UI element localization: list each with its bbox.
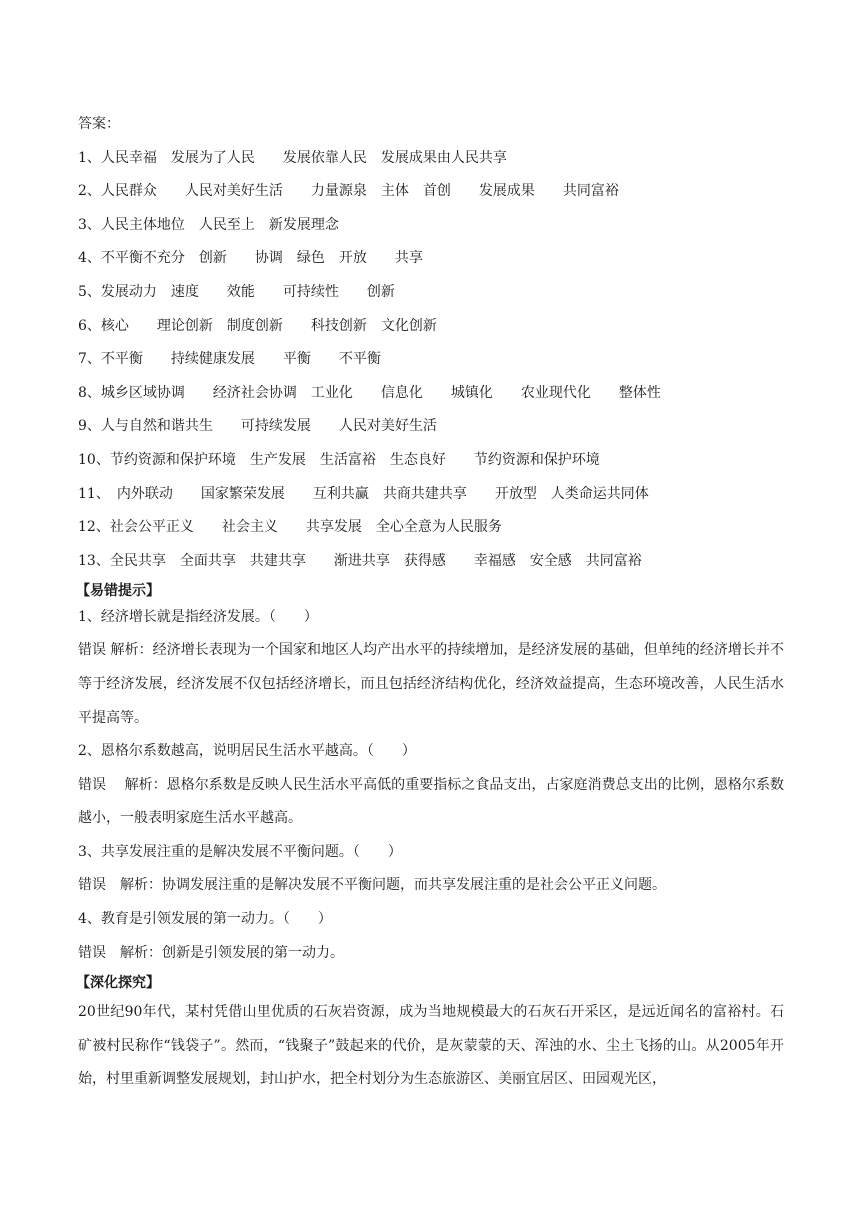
answer-item: 5、发展动力 速度 效能 可持续性 创新 (78, 283, 395, 300)
answer-item: 6、核心 理论创新 制度创新 科技创新 文化创新 (78, 317, 437, 334)
mistake-question: 3、共享发展注重的是解决发展不平衡问题。（ ） (78, 843, 402, 860)
answer-list (78, 142, 784, 579)
answer-item: 11、 内外联动 国家繁荣发展 互利共赢 共商共建共享 开放型 人类命运共同体 (78, 485, 649, 502)
answers-heading: 答案： (78, 116, 120, 132)
explore-heading: 【深化探究】 (76, 975, 160, 992)
answer-item: 2、人民群众 人民对美好生活 力量源泉 主体 首创 发展成果 共同富裕 (78, 183, 619, 200)
answer-item: 4、不平衡不充分 创新 协调 绿色 开放 共享 (78, 250, 423, 267)
explore-text: 20世纪90年代，某村凭借山里优质的石灰岩资源，成为当地规模最大的石灰石开采区，是远近闻名的富裕村。石矿被村民称作“钱袋子”。然而，“钱聚子”鼓起来的代价，是灰蒙蒙的天、浑浊的水、尘土飞扬的山。从2005年开始，村里重新调整发展规划，封山护水，把全村划分为生态旅游区、美丽宜居区、田园观光区， (78, 1004, 784, 1088)
answer-item: 13、全民共享 全面共享 共建共享 渐进共享 获得感 幸福感 安全感 共同富裕 (78, 552, 642, 569)
answer-item: 3、人民主体地位 人民至上 新发展理念 (78, 216, 339, 233)
mistake-list (78, 604, 784, 970)
answer-item: 1、人民幸福 发展为了人民 发展依靠人民 发展成果由人民共享 (78, 149, 507, 166)
answer-item: 7、不平衡 持续健康发展 平衡 不平衡 (78, 351, 381, 368)
mistake-analysis: 错误 解析：经济增长表现为一个国家和地区人均产出水平的持续增加，是经济发展的基础，但单纯的经济增长并不等于经济发展，经济发展不仅包括经济增长，而且包括经济结构优化，经济效益提高，生态环境改善，人民生活水平提高等。 (78, 642, 784, 726)
mistake-question: 1、经济增长就是指经济发展。（ ） (78, 609, 318, 626)
answer-item: 8、城乡区域协调 经济社会协调 工业化 信息化 城镇化 农业现代化 整体性 (78, 384, 661, 401)
document-page (78, 108, 784, 1097)
answer-item: 10、节约资源和保护环境 生产发展 生活富裕 生态良好 节约资源和保护环境 (78, 451, 600, 468)
mistake-analysis: 错误 解析：恩格尔系数是反映人民生活水平高低的重要指标之食品支出，占家庭消费总支出的比例，恩格尔系数越小，一般表明家庭生活水平越高。 (78, 776, 784, 827)
answer-item: 9、人与自然和谐共生 可持续发展 人民对美好生活 (78, 418, 437, 435)
mistakes-heading: 【易错提示】 (76, 583, 160, 600)
mistake-analysis: 错误 解析：创新是引领发展的第一动力。 (78, 944, 344, 961)
mistake-question: 2、恩格尔系数越高，说明居民生活水平越高。（ ） (78, 743, 416, 760)
mistake-question: 4、教育是引领发展的第一动力。（ ） (78, 911, 332, 928)
mistake-analysis: 错误 解析：协调发展注重的是解决发展不平衡问题，而共享发展注重的是社会公平正义问题。 (78, 877, 666, 894)
answer-item: 12、社会公平正义 社会主义 共享发展 全心全意为人民服务 (78, 519, 502, 536)
